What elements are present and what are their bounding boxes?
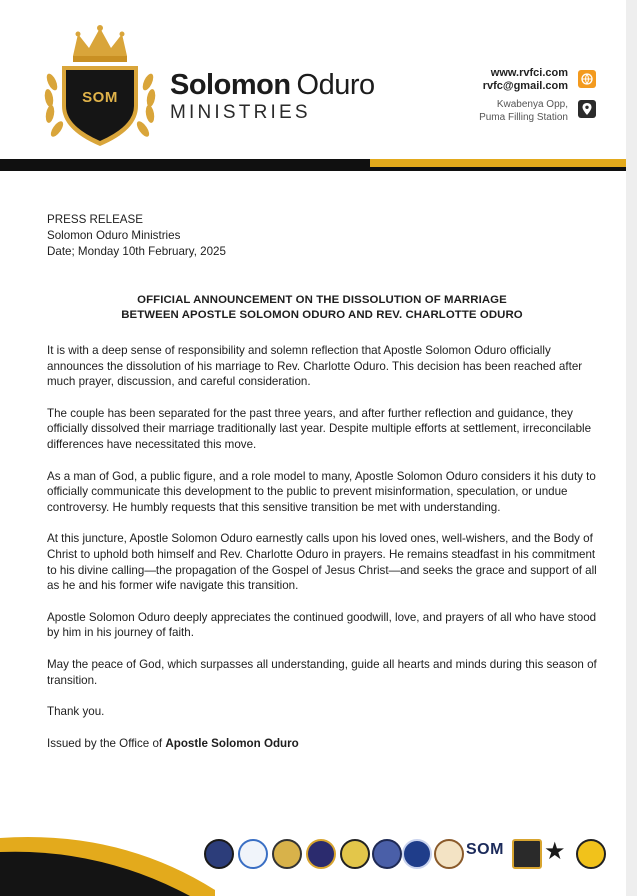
partner-badge-icon <box>204 839 234 869</box>
release-title <box>47 293 597 323</box>
brand-name-regular: Oduro <box>296 69 375 101</box>
paragraph: May the peace of God, which surpasses all understanding, guide all hearts and minds during this season of transition. <box>47 657 597 687</box>
issued-by <box>47 736 597 752</box>
partner-badge-icon <box>402 839 432 869</box>
brand-name-bold: Solomon <box>170 69 291 101</box>
release-label: PRESS RELEASE <box>47 213 144 226</box>
partner-badge-icon <box>576 839 606 869</box>
page-margin <box>626 0 637 896</box>
partner-badge-icon <box>238 839 268 869</box>
brand-name <box>170 68 375 102</box>
partner-badge-icon <box>434 839 464 869</box>
title-line2: BETWEEN APOSTLE SOLOMON ODURO AND REV. CHARLOTTE ODURO <box>121 309 523 321</box>
ministry-logo <box>40 22 160 152</box>
address-line1: Kwabenya Opp, <box>496 99 568 110</box>
partner-badge-icon <box>306 839 336 869</box>
email-link[interactable]: rvfc@gmail.com <box>482 80 568 92</box>
globe-icon <box>578 70 596 88</box>
partner-badge-icon <box>372 839 402 869</box>
release-date: Date; Monday 10th February, 2025 <box>47 245 226 258</box>
paragraph: As a man of God, a public figure, and a role model to many, Apostle Solomon Oduro considers it his duty to officially communicate this development to the public to prevent misinformation, speculation, or undue controversy. He humbly requests that this sensitive transition be met with understanding. <box>47 469 596 514</box>
paragraph: It is with a deep sense of responsibility and solemn reflection that Apostle Solomon Oduro officially announces the dissolution of his marriage to Rev. Charlotte Oduro. This decision has been reached after much prayer, discussion, and careful consideration. <box>47 344 583 389</box>
address-line2: Puma Filling Station <box>479 112 568 123</box>
partner-badge-icon <box>512 839 542 869</box>
header-divider-gold <box>370 159 626 167</box>
partner-badge-icon <box>340 839 370 869</box>
title-line1: OFFICIAL ANNOUNCEMENT ON THE DISSOLUTION OF MARRIAGE <box>137 294 507 306</box>
issued-by-name: Apostle Solomon Oduro <box>165 736 299 750</box>
contact-block <box>479 67 568 124</box>
website-link[interactable]: www.rvfci.com <box>490 67 568 79</box>
paragraph: At this juncture, Apostle Solomon Oduro earnestly calls upon his loved ones, well-wishers, and the Body of Christ to uphold both himself and Rev. Charlotte Oduro in prayers. He remains steadfast in his commitment to his divine calling—the propagation of the Gospel of Jesus Christ—and seeks the grace and support of all as he and his former wife navigate this transition. <box>47 532 597 593</box>
press-release-body <box>47 212 597 767</box>
partner-badge-icon <box>272 839 302 869</box>
star-icon: ★ <box>544 838 566 865</box>
brand-subtitle: MINISTRIES <box>170 102 311 123</box>
paragraph: The couple has been separated for the past three years, and after further reflection and guidance, they officially dissolved their marriage traditionally last year. Despite multiple efforts at settlement, irreconcilable differences have necessitated this move. <box>47 406 592 451</box>
paragraph: Apostle Solomon Oduro deeply appreciates the continued goodwill, love, and prayers of all who have stood by him in his journey of faith. <box>47 610 597 640</box>
brand-block <box>170 68 375 124</box>
footer-som-badge: SOM <box>466 841 504 858</box>
issued-by-prefix: Issued by the Office of <box>47 736 163 750</box>
logo-text: SOM <box>82 89 118 106</box>
location-pin-icon <box>578 100 596 118</box>
closing: Thank you. <box>47 705 105 719</box>
release-organization: Solomon Oduro Ministries <box>47 229 181 242</box>
